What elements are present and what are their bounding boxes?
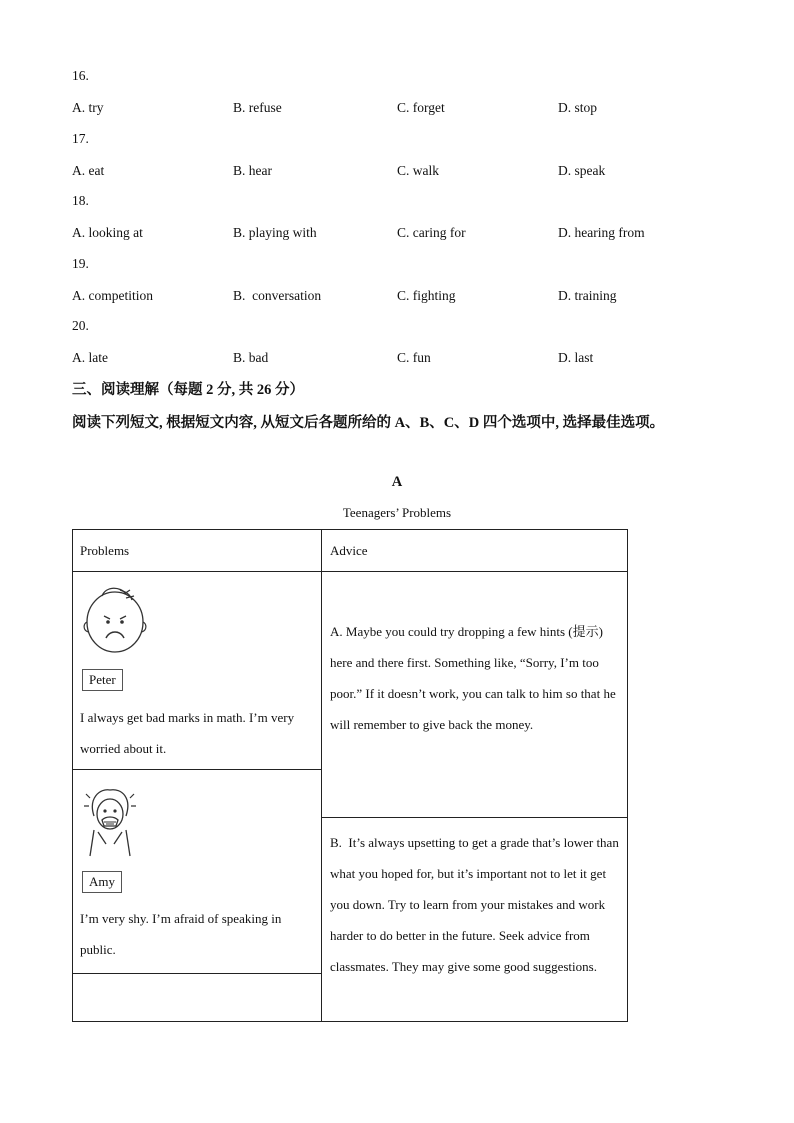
option-c: C. caring for xyxy=(397,225,466,240)
problems-row-divider-2 xyxy=(72,973,322,974)
table-title: Teenagers’ Problems xyxy=(342,505,452,520)
table-header-divider xyxy=(72,571,628,572)
peter-name-label: Peter xyxy=(82,669,123,691)
option-a: A. late xyxy=(72,350,108,365)
problems-row-divider-1 xyxy=(72,769,322,770)
amy-name-label: Amy xyxy=(82,871,122,893)
advice-b-text: B. It’s always upsetting to get a grade that’s lower than what you hoped for, but it’s important not to let it get you down. Try to learn from your mistakes and work harder to do better in the future. Seek advice from classmates. They may give some good suggestions. xyxy=(330,835,623,974)
section-instruction: 阅读下列短文, 根据短文内容, 从短文后各题所给的 A、B、C、D 四个选项中, 选择最佳选项。 xyxy=(72,415,665,431)
question-number: 18. xyxy=(72,193,89,208)
option-d: D. stop xyxy=(558,100,598,115)
table-border-bottom xyxy=(72,1021,628,1022)
option-c: C. walk xyxy=(397,163,439,178)
option-d: D. training xyxy=(558,288,617,303)
option-c: C. fighting xyxy=(397,288,456,303)
option-a: A. try xyxy=(72,100,104,115)
option-b: B. hear xyxy=(233,163,272,178)
peter-sad-face-icon xyxy=(80,584,150,654)
amy-shy-girl-icon xyxy=(80,786,140,858)
passage-label: A xyxy=(391,474,403,490)
question-number: 17. xyxy=(72,131,89,146)
question-number: 20. xyxy=(72,318,89,333)
question-number: 19. xyxy=(72,256,89,271)
advice-row-divider xyxy=(321,817,628,818)
option-b: B. bad xyxy=(233,350,269,365)
option-b: B. refuse xyxy=(233,100,282,115)
table-column-divider xyxy=(321,529,322,1022)
option-d: D. hearing from xyxy=(558,225,645,240)
question-number: 16. xyxy=(72,68,89,83)
option-b: B. conversation xyxy=(233,288,322,303)
option-d: D. speak xyxy=(558,163,606,178)
header-advice: Advice xyxy=(330,543,368,558)
table-border-top xyxy=(72,529,628,530)
table-border-left xyxy=(72,529,73,1022)
option-c: C. forget xyxy=(397,100,445,115)
amy-problem-text: I’m very shy. I’m afraid of speaking in public. xyxy=(80,911,282,957)
option-a: A. looking at xyxy=(72,225,143,240)
option-a: A. eat xyxy=(72,163,105,178)
advice-a-text: A. Maybe you could try dropping a few hints (提示) here and there first. Something like, “Sorry, I’m too poor.” If it doesn’t work, you can talk to him so that he will remember to give back the money. xyxy=(330,624,616,732)
option-c: C. fun xyxy=(397,350,431,365)
option-a: A. competition xyxy=(72,288,153,303)
option-b: B. playing with xyxy=(233,225,317,240)
option-d: D. last xyxy=(558,350,594,365)
table-border-right xyxy=(627,529,628,1022)
header-problems: Problems xyxy=(80,543,130,558)
section-title: 三、阅读理解（每题 2 分, 共 26 分） xyxy=(72,382,304,398)
peter-problem-text: I always get bad marks in math. I’m very worried about it. xyxy=(80,710,295,756)
